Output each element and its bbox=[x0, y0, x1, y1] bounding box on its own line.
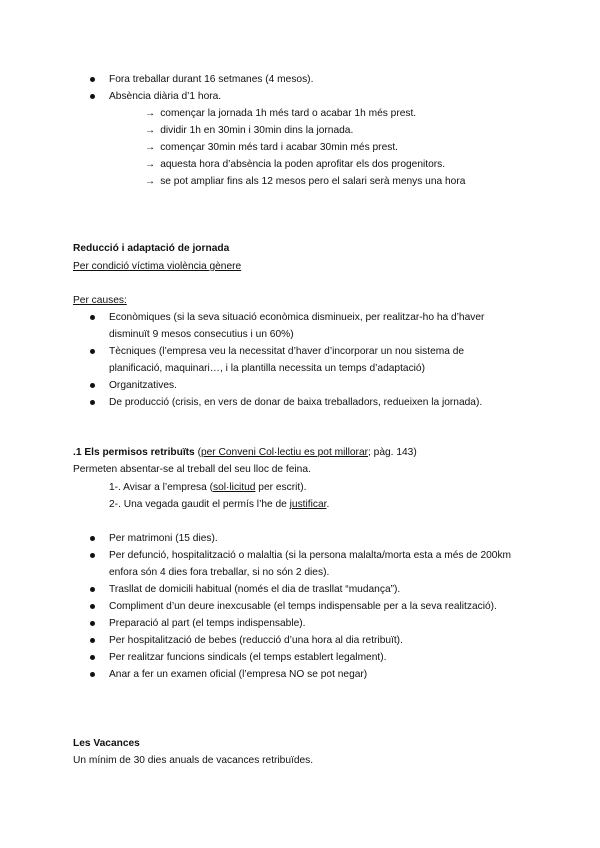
list-item: Per hospitalització de bebes (reducció d’una hora al dia retribuït). bbox=[90, 632, 530, 649]
list-item: Anar a fer un examen oficial (l’empresa NO se pot negar) bbox=[90, 666, 530, 683]
vacances-heading: Les Vacances bbox=[73, 738, 140, 749]
permisos-list bbox=[90, 530, 530, 683]
list-item: Econòmiques (si la seva situació econòmica disminueix, per realitzar-ho ha d’haver disminuït 9 mesos consecutius i un 60%) bbox=[90, 309, 520, 343]
list-item: Compliment d’un deure inexcusable (el temps indispensable per a la seva realització). bbox=[90, 598, 530, 615]
list-item: Organitzatives. bbox=[90, 377, 520, 394]
step-2: 2-. Una vegada gaudit el permís l’he de justificar. bbox=[109, 499, 330, 510]
list-item: → començar 30min més tard i acabar 30min més prest. bbox=[145, 142, 398, 153]
list-item: Per defunció, hospitalització o malaltia (si la persona malalta/morta esta a més de 200km enfora són 4 dies fora treballar, si no són 2 dies). bbox=[90, 547, 530, 581]
arrow-icon: → bbox=[145, 125, 156, 136]
list-item: → se pot ampliar fins als 12 mesos pero el salari serà menys una hora bbox=[145, 176, 466, 187]
vacances-text: Un mínim de 30 dies anuals de vacances retribuïdes. bbox=[73, 755, 314, 766]
reduccio-heading: Reducció i adaptació de jornada bbox=[73, 243, 230, 254]
list-item: Fora treballar durant 16 setmanes (4 mesos). bbox=[90, 71, 313, 88]
reduccio-subheading: Per condició víctima violència gènere bbox=[73, 261, 242, 272]
list-item: Tècniques (l’empresa veu la necessitat d’haver d’incorporar un nou sistema de planificació, maquinari…, i la plantilla necessita un temps d’adaptació) bbox=[90, 343, 520, 377]
arrow-icon: → bbox=[145, 176, 156, 187]
leave-bullet-list bbox=[90, 71, 313, 105]
list-item: Per realitzar funcions sindicals (el temps establert legalment). bbox=[90, 649, 530, 666]
list-item: Preparació al part (el temps indispensable). bbox=[90, 615, 530, 632]
list-item: Trasllat de domicili habitual (només el dia de trasllat “mudança”). bbox=[90, 581, 530, 598]
list-item: → aquesta hora d’absència la poden aprofitar els dos progenitors. bbox=[145, 159, 446, 170]
list-item: Absència diària d’1 hora. bbox=[90, 88, 313, 105]
permisos-intro: Permeten absentar-se al treball del seu lloc de feina. bbox=[73, 464, 311, 475]
permisos-heading: .1 Els permisos retribuïts (per Conveni Col·lectiu es pot millorar; pàg. 143) bbox=[73, 447, 417, 458]
causes-list bbox=[90, 309, 520, 411]
list-item: Per matrimoni (15 dies). bbox=[90, 530, 530, 547]
list-item: De producció (crisis, en vers de donar de baixa treballadors, redueixen la jornada). bbox=[90, 394, 520, 411]
arrow-icon: → bbox=[145, 159, 156, 170]
causes-label: Per causes: bbox=[73, 295, 127, 306]
arrow-list bbox=[145, 105, 465, 190]
list-item: → dividir 1h en 30min i 30min dins la jornada. bbox=[145, 125, 354, 136]
list-item: → començar la jornada 1h més tard o acabar 1h més prest. bbox=[145, 108, 417, 119]
conveni-link: per Conveni Col·lectiu es pot millorar bbox=[200, 447, 368, 458]
arrow-icon: → bbox=[145, 108, 156, 119]
arrow-icon: → bbox=[145, 142, 156, 153]
step-1: 1-. Avisar a l’empresa (sol·licitud per escrit). bbox=[109, 482, 307, 493]
